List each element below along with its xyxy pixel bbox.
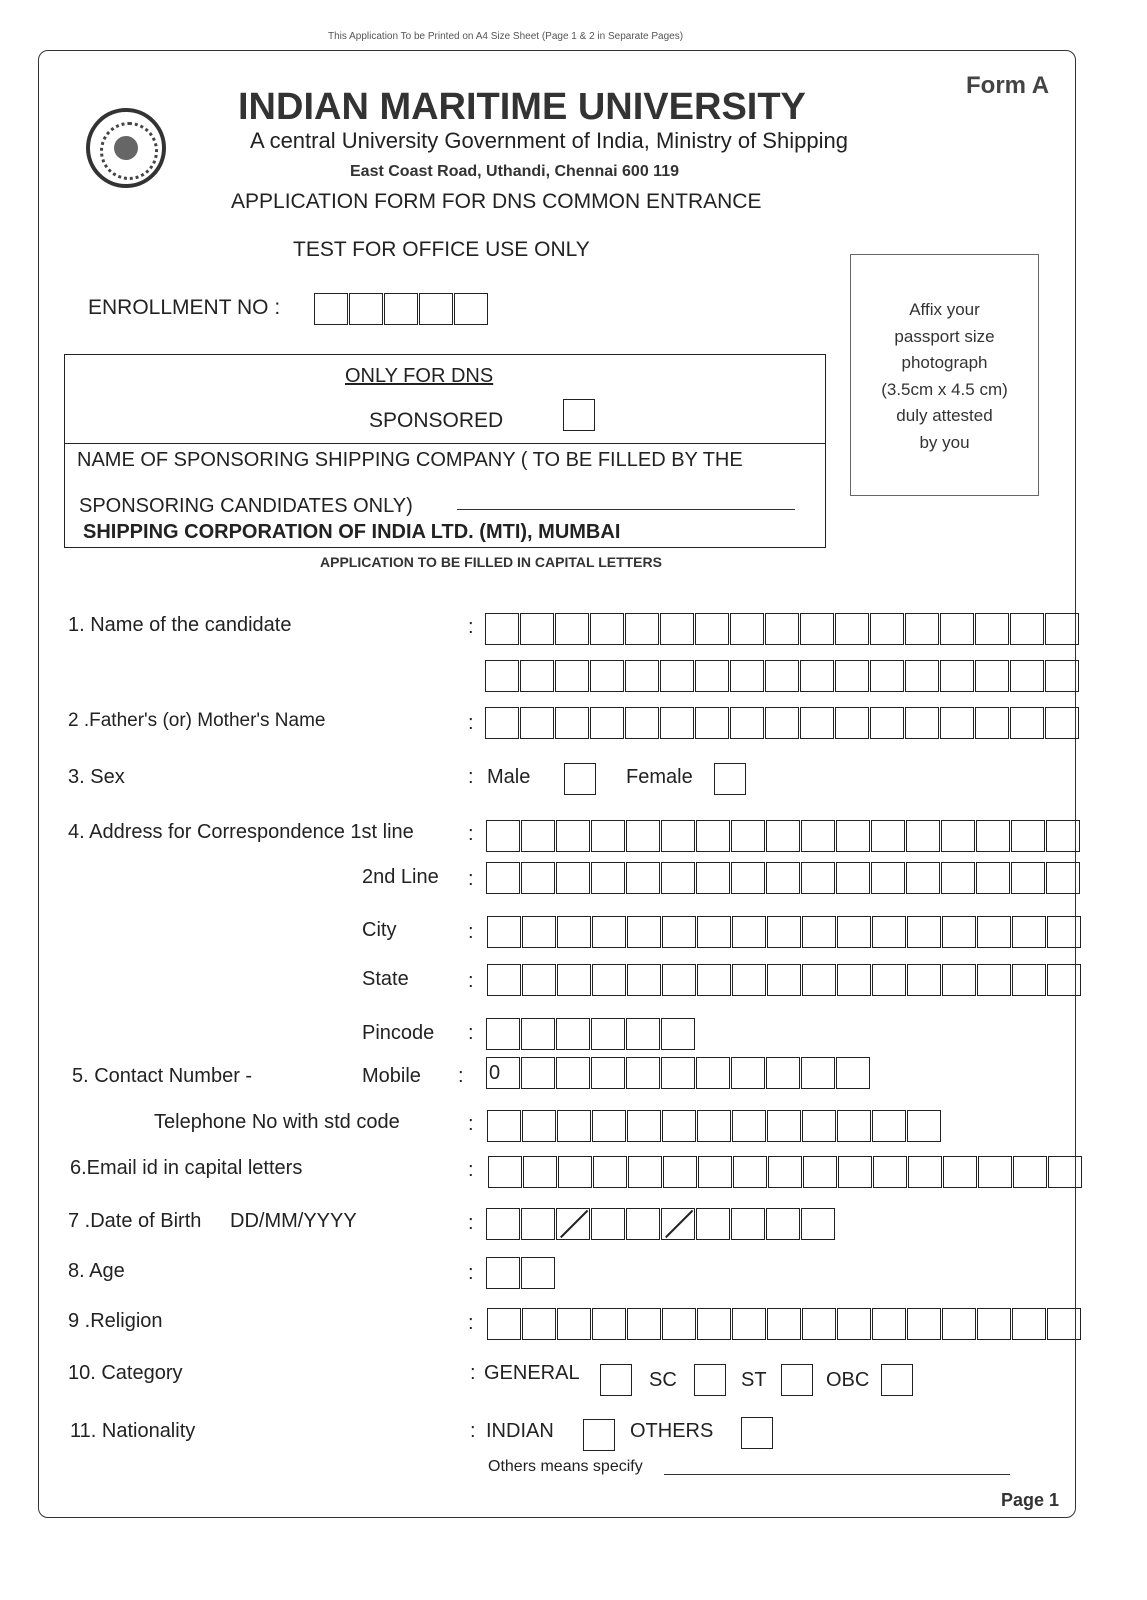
char-box[interactable]	[314, 293, 348, 325]
colon: :	[468, 868, 474, 890]
char-box[interactable]	[522, 1308, 556, 1340]
char-box[interactable]	[1011, 820, 1045, 852]
char-box[interactable]	[628, 1156, 662, 1188]
char-box[interactable]	[521, 1208, 555, 1240]
char-box[interactable]	[520, 660, 554, 692]
char-box[interactable]	[940, 660, 974, 692]
others-specify-label: Others means specify	[488, 1458, 643, 1475]
char-box[interactable]	[907, 964, 941, 996]
address-line2-boxes[interactable]	[486, 862, 1081, 894]
char-box[interactable]	[732, 1308, 766, 1340]
general-label: GENERAL	[484, 1362, 580, 1384]
char-box[interactable]	[766, 1057, 800, 1089]
char-box[interactable]	[835, 613, 869, 645]
char-box[interactable]	[767, 1308, 801, 1340]
capital-letters-note: APPLICATION TO BE FILLED IN CAPITAL LETTERS	[320, 554, 662, 570]
char-box[interactable]	[521, 1018, 555, 1050]
char-box[interactable]	[662, 1110, 696, 1142]
char-box[interactable]	[1010, 660, 1044, 692]
male-label: Male	[487, 766, 531, 788]
char-box[interactable]	[802, 1110, 836, 1142]
char-box[interactable]	[625, 613, 659, 645]
parent-name-label: 2 .Father's (or) Mother's Name	[68, 710, 326, 731]
char-box[interactable]	[905, 660, 939, 692]
photo-text: duly attested	[896, 406, 993, 425]
char-box[interactable]	[555, 707, 589, 739]
char-box[interactable]	[696, 1057, 730, 1089]
char-box[interactable]	[592, 964, 626, 996]
char-box[interactable]	[521, 820, 555, 852]
char-box[interactable]	[523, 1156, 557, 1188]
char-box[interactable]	[626, 1057, 660, 1089]
name-boxes-line1[interactable]	[485, 613, 1080, 645]
telephone-boxes[interactable]	[487, 1110, 942, 1142]
char-box[interactable]	[767, 964, 801, 996]
sc-label: SC	[649, 1369, 677, 1391]
others-specify-field[interactable]	[664, 1474, 1010, 1475]
others-label: OTHERS	[630, 1420, 714, 1442]
char-box[interactable]	[871, 820, 905, 852]
char-box[interactable]	[488, 1156, 522, 1188]
char-box[interactable]	[802, 1308, 836, 1340]
char-box[interactable]	[731, 1057, 765, 1089]
photo-placeholder	[850, 254, 1039, 496]
male-checkbox[interactable]	[564, 763, 596, 795]
char-box[interactable]	[558, 1156, 592, 1188]
print-note: This Application To be Printed on A4 Size Sheet (Page 1 & 2 in Separate Pages)	[328, 31, 684, 42]
char-box[interactable]	[1045, 707, 1079, 739]
char-box[interactable]	[978, 1156, 1012, 1188]
char-box[interactable]	[486, 1257, 520, 1289]
char-box[interactable]	[626, 1208, 660, 1240]
company-label-line2: SPONSORING CANDIDATES ONLY)	[79, 495, 413, 517]
char-box[interactable]	[976, 820, 1010, 852]
char-box[interactable]	[802, 916, 836, 948]
char-box[interactable]	[487, 1308, 521, 1340]
enrollment-number-boxes[interactable]	[314, 293, 489, 325]
char-box[interactable]	[872, 1308, 906, 1340]
char-box[interactable]	[593, 1156, 627, 1188]
char-box[interactable]	[977, 916, 1011, 948]
office-use-label: TEST FOR OFFICE USE ONLY	[293, 238, 590, 261]
char-box[interactable]	[557, 964, 591, 996]
char-box[interactable]	[485, 613, 519, 645]
char-box[interactable]	[661, 1057, 695, 1089]
char-box[interactable]	[627, 916, 661, 948]
obc-checkbox[interactable]	[881, 1364, 913, 1396]
char-box[interactable]	[592, 1308, 626, 1340]
char-box[interactable]	[732, 1110, 766, 1142]
address-line2-label: 2nd Line	[362, 866, 439, 888]
char-box[interactable]	[730, 613, 764, 645]
nationality-label: 11. Nationality	[70, 1420, 196, 1442]
char-box[interactable]	[660, 660, 694, 692]
char-box[interactable]	[591, 1018, 625, 1050]
char-box[interactable]	[802, 964, 836, 996]
char-box[interactable]	[940, 613, 974, 645]
char-box[interactable]	[521, 1257, 555, 1289]
char-box[interactable]	[485, 707, 519, 739]
photo-text: passport size	[894, 326, 995, 346]
char-box[interactable]	[661, 1208, 695, 1240]
char-box[interactable]	[627, 1110, 661, 1142]
char-box[interactable]	[906, 820, 940, 852]
char-box[interactable]	[590, 613, 624, 645]
char-box[interactable]	[872, 1110, 906, 1142]
char-box[interactable]	[660, 613, 694, 645]
char-box[interactable]	[837, 964, 871, 996]
address-line1-boxes[interactable]	[486, 820, 1081, 852]
char-box[interactable]	[697, 964, 731, 996]
char-box[interactable]	[907, 916, 941, 948]
enrollment-label: ENROLLMENT NO :	[88, 296, 281, 319]
char-box[interactable]	[486, 1018, 520, 1050]
char-box[interactable]	[801, 1208, 835, 1240]
char-box[interactable]	[662, 1308, 696, 1340]
char-box[interactable]	[557, 1308, 591, 1340]
company-label-line1: NAME OF SPONSORING SHIPPING COMPANY ( TO BE FILLED BY THE	[77, 449, 743, 471]
form-title: APPLICATION FORM FOR DNS COMMON ENTRANCE	[231, 190, 762, 213]
char-box[interactable]	[660, 707, 694, 739]
indian-label: INDIAN	[486, 1420, 554, 1442]
photo-text: Affix your	[909, 300, 980, 319]
char-box[interactable]	[485, 660, 519, 692]
char-box[interactable]	[522, 1110, 556, 1142]
char-box[interactable]	[486, 1208, 520, 1240]
indian-checkbox[interactable]	[583, 1419, 615, 1451]
char-box[interactable]	[590, 707, 624, 739]
char-box[interactable]	[800, 707, 834, 739]
char-box[interactable]	[349, 293, 383, 325]
char-box[interactable]	[697, 1308, 731, 1340]
colon: :	[468, 1159, 474, 1181]
char-box[interactable]	[977, 964, 1011, 996]
char-box[interactable]	[1047, 916, 1081, 948]
char-box[interactable]	[905, 707, 939, 739]
char-box[interactable]	[522, 916, 556, 948]
char-box[interactable]	[556, 1208, 590, 1240]
sponsorship-section	[64, 354, 826, 548]
char-box[interactable]	[487, 964, 521, 996]
char-box[interactable]	[1045, 613, 1079, 645]
colon: :	[468, 970, 474, 992]
char-box[interactable]	[591, 1057, 625, 1089]
char-box[interactable]	[873, 1156, 907, 1188]
char-box[interactable]	[767, 916, 801, 948]
dob-boxes[interactable]	[486, 1208, 836, 1240]
char-box[interactable]	[907, 1308, 941, 1340]
char-box[interactable]	[766, 862, 800, 894]
others-checkbox[interactable]	[741, 1417, 773, 1449]
st-label: ST	[741, 1369, 767, 1391]
photo-text: (3.5cm x 4.5 cm)	[881, 379, 1008, 399]
char-box[interactable]	[695, 707, 729, 739]
char-box[interactable]	[803, 1156, 837, 1188]
char-box[interactable]	[419, 293, 453, 325]
char-box[interactable]	[906, 862, 940, 894]
address-label: 4. Address for Correspondence 1st line	[68, 821, 414, 843]
photo-text: by you	[919, 432, 970, 452]
char-box[interactable]	[907, 1110, 941, 1142]
char-box[interactable]	[800, 613, 834, 645]
char-box[interactable]	[767, 1110, 801, 1142]
char-box[interactable]	[592, 916, 626, 948]
char-box[interactable]	[1010, 613, 1044, 645]
char-box[interactable]	[872, 964, 906, 996]
age-label: 8. Age	[68, 1260, 125, 1282]
char-box[interactable]	[555, 613, 589, 645]
char-box[interactable]	[732, 916, 766, 948]
char-box[interactable]	[696, 820, 730, 852]
char-box[interactable]	[591, 820, 625, 852]
city-label: City	[362, 919, 397, 941]
char-box[interactable]	[661, 820, 695, 852]
char-box[interactable]	[522, 964, 556, 996]
char-box[interactable]	[697, 916, 731, 948]
char-box[interactable]	[800, 660, 834, 692]
char-box[interactable]	[871, 862, 905, 894]
char-box[interactable]	[836, 1057, 870, 1089]
female-label: Female	[626, 766, 693, 788]
char-box[interactable]	[384, 293, 418, 325]
colon: :	[468, 921, 474, 943]
parent-name-boxes[interactable]	[485, 707, 1080, 739]
char-box[interactable]	[1012, 916, 1046, 948]
city-boxes[interactable]	[487, 916, 1082, 948]
sc-checkbox[interactable]	[694, 1364, 726, 1396]
char-box[interactable]	[976, 862, 1010, 894]
pincode-boxes[interactable]	[486, 1018, 696, 1050]
char-box[interactable]	[766, 820, 800, 852]
char-box[interactable]	[695, 660, 729, 692]
char-box[interactable]	[556, 1018, 590, 1050]
photo-text: photograph	[901, 353, 988, 372]
char-box[interactable]	[590, 660, 624, 692]
colon: :	[468, 1022, 474, 1044]
colon: :	[470, 1420, 476, 1442]
char-box[interactable]	[977, 1308, 1011, 1340]
char-box[interactable]	[940, 707, 974, 739]
pincode-label: Pincode	[362, 1022, 435, 1044]
char-box[interactable]	[556, 862, 590, 894]
email-boxes[interactable]	[488, 1156, 1083, 1188]
char-box[interactable]	[801, 862, 835, 894]
char-box[interactable]	[662, 916, 696, 948]
char-box[interactable]	[1012, 964, 1046, 996]
char-box[interactable]	[697, 1110, 731, 1142]
obc-label: OBC	[826, 1369, 870, 1391]
char-box[interactable]	[870, 613, 904, 645]
colon: :	[468, 1212, 474, 1234]
char-box[interactable]	[730, 660, 764, 692]
char-box[interactable]	[836, 820, 870, 852]
char-box[interactable]	[556, 820, 590, 852]
char-box[interactable]: 0	[486, 1057, 520, 1089]
char-box[interactable]	[627, 964, 661, 996]
state-boxes[interactable]	[487, 964, 1082, 996]
colon: :	[468, 766, 474, 788]
char-box[interactable]	[801, 1057, 835, 1089]
char-box[interactable]	[838, 1156, 872, 1188]
char-box[interactable]	[626, 1018, 660, 1050]
religion-label: 9 .Religion	[68, 1310, 163, 1332]
university-subtitle: A central University Government of India, Ministry of Shipping	[250, 128, 848, 153]
char-box[interactable]	[733, 1156, 767, 1188]
char-box[interactable]	[557, 916, 591, 948]
char-box[interactable]	[975, 660, 1009, 692]
char-box[interactable]	[905, 613, 939, 645]
page-number: Page 1	[1001, 1490, 1060, 1510]
char-box[interactable]	[625, 660, 659, 692]
char-box[interactable]	[557, 1110, 591, 1142]
char-box[interactable]	[870, 707, 904, 739]
char-box[interactable]	[731, 820, 765, 852]
char-box[interactable]	[1010, 707, 1044, 739]
char-box[interactable]	[837, 1110, 871, 1142]
char-box[interactable]	[731, 862, 765, 894]
char-box[interactable]	[1047, 1308, 1081, 1340]
char-box[interactable]	[768, 1156, 802, 1188]
name-label: 1. Name of the candidate	[68, 614, 292, 636]
char-box[interactable]	[943, 1156, 977, 1188]
general-checkbox[interactable]	[600, 1364, 632, 1396]
university-logo-icon	[86, 108, 166, 188]
char-box[interactable]	[908, 1156, 942, 1188]
char-box[interactable]	[696, 1208, 730, 1240]
colon: :	[470, 1362, 476, 1384]
char-box[interactable]	[942, 1308, 976, 1340]
char-box[interactable]	[663, 1156, 697, 1188]
char-box[interactable]	[627, 1308, 661, 1340]
char-box[interactable]	[521, 1057, 555, 1089]
char-box[interactable]	[765, 660, 799, 692]
char-box[interactable]	[592, 1110, 626, 1142]
colon: :	[468, 823, 474, 845]
char-box[interactable]	[454, 293, 488, 325]
divider	[65, 443, 825, 444]
char-box[interactable]	[696, 862, 730, 894]
telephone-label: Telephone No with std code	[154, 1111, 400, 1133]
char-box[interactable]	[521, 862, 555, 894]
char-box[interactable]	[520, 613, 554, 645]
st-checkbox[interactable]	[781, 1364, 813, 1396]
char-box[interactable]	[662, 964, 696, 996]
colon: :	[468, 712, 474, 734]
char-box[interactable]	[872, 916, 906, 948]
religion-boxes[interactable]	[487, 1308, 1082, 1340]
colon: :	[468, 616, 474, 638]
char-box[interactable]	[1011, 862, 1045, 894]
char-box[interactable]	[837, 1308, 871, 1340]
char-box[interactable]	[835, 660, 869, 692]
mobile-label: Mobile	[362, 1065, 421, 1087]
char-box[interactable]	[732, 964, 766, 996]
char-box[interactable]	[765, 613, 799, 645]
char-box[interactable]	[698, 1156, 732, 1188]
char-box[interactable]	[837, 916, 871, 948]
dob-format: DD/MM/YYYY	[230, 1210, 357, 1232]
sponsored-checkbox[interactable]	[563, 399, 595, 431]
char-box[interactable]	[626, 862, 660, 894]
char-box[interactable]	[487, 916, 521, 948]
name-boxes-line2[interactable]	[485, 660, 1080, 692]
char-box[interactable]	[1046, 862, 1080, 894]
char-box[interactable]	[941, 820, 975, 852]
char-box[interactable]	[1047, 964, 1081, 996]
colon: :	[468, 1262, 474, 1284]
char-box[interactable]	[556, 1057, 590, 1089]
char-box[interactable]	[1046, 820, 1080, 852]
form-label: Form A	[966, 72, 1050, 99]
sponsored-label: SPONSORED	[369, 409, 504, 432]
company-underline	[457, 509, 795, 510]
colon: :	[468, 1312, 474, 1334]
char-box[interactable]	[520, 707, 554, 739]
colon: :	[468, 1113, 474, 1135]
char-box[interactable]	[661, 862, 695, 894]
char-box[interactable]	[661, 1018, 695, 1050]
email-label: 6.Email id in capital letters	[70, 1157, 303, 1179]
sponsor-heading: ONLY FOR DNS	[345, 365, 494, 387]
university-title: INDIAN MARITIME UNIVERSITY	[238, 86, 806, 128]
char-box[interactable]	[555, 660, 589, 692]
char-box[interactable]	[626, 820, 660, 852]
char-box[interactable]	[591, 1208, 625, 1240]
mobile-boxes[interactable]	[486, 1057, 871, 1089]
char-box[interactable]	[1013, 1156, 1047, 1188]
char-box[interactable]	[1045, 660, 1079, 692]
char-box[interactable]	[835, 707, 869, 739]
char-box[interactable]	[1048, 1156, 1082, 1188]
female-checkbox[interactable]	[714, 763, 746, 795]
char-box[interactable]	[975, 707, 1009, 739]
char-box[interactable]	[870, 660, 904, 692]
char-box[interactable]	[975, 613, 1009, 645]
char-box[interactable]	[942, 964, 976, 996]
colon: :	[458, 1065, 464, 1087]
state-label: State	[362, 968, 409, 990]
char-box[interactable]	[625, 707, 659, 739]
char-box[interactable]	[766, 1208, 800, 1240]
char-box[interactable]	[486, 820, 520, 852]
char-box[interactable]	[1012, 1308, 1046, 1340]
char-box[interactable]	[942, 916, 976, 948]
dob-label: 7 .Date of Birth	[68, 1210, 202, 1232]
age-boxes[interactable]	[486, 1257, 556, 1289]
char-box[interactable]	[836, 862, 870, 894]
char-box[interactable]	[695, 613, 729, 645]
char-box[interactable]	[731, 1208, 765, 1240]
category-label: 10. Category	[68, 1362, 183, 1384]
university-address: East Coast Road, Uthandi, Chennai 600 119	[350, 163, 679, 180]
char-box[interactable]	[487, 1110, 521, 1142]
char-box[interactable]	[486, 862, 520, 894]
char-box[interactable]	[591, 862, 625, 894]
char-box[interactable]	[941, 862, 975, 894]
char-box[interactable]	[765, 707, 799, 739]
contact-label: 5. Contact Number -	[72, 1065, 253, 1087]
char-box[interactable]	[801, 820, 835, 852]
char-box[interactable]	[730, 707, 764, 739]
company-value[interactable]: SHIPPING CORPORATION OF INDIA LTD. (MTI), MUMBAI	[83, 521, 621, 543]
sex-label: 3. Sex	[68, 766, 125, 788]
